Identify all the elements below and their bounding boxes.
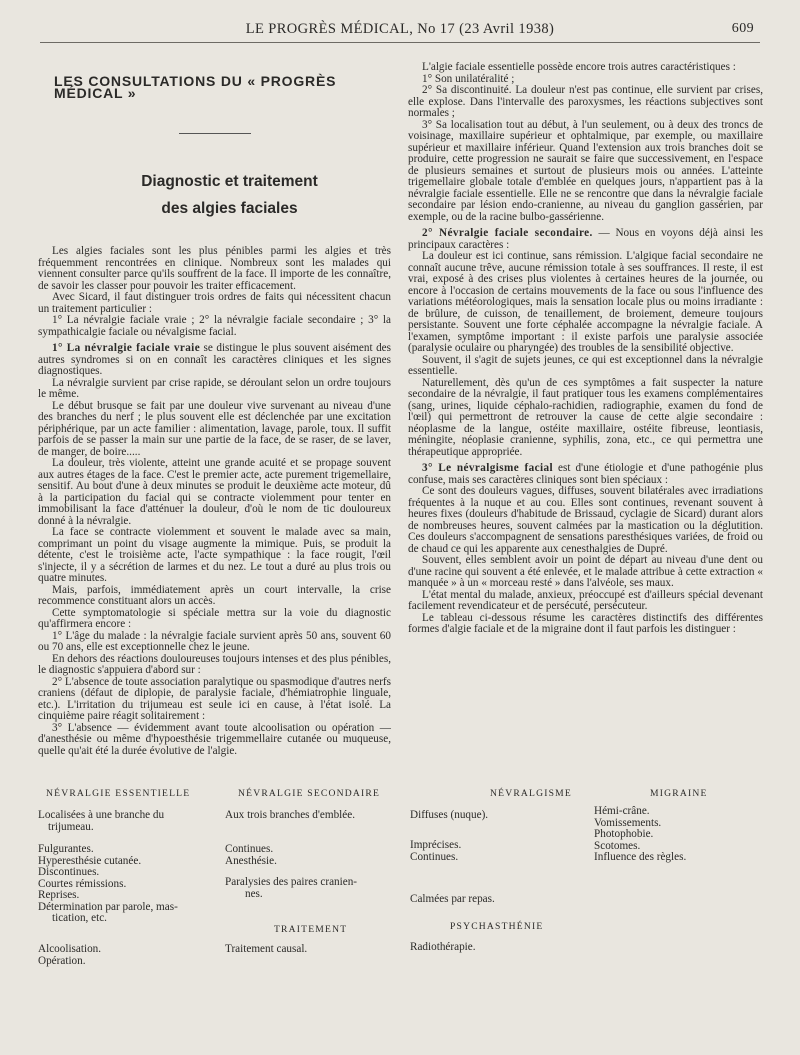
table-cell: Diffuses (nuque).	[410, 809, 489, 821]
article-title-line2: des algies faciales	[161, 200, 298, 217]
table-header-migraine: MIGRAINE	[650, 788, 708, 799]
page-number: 609	[731, 21, 754, 36]
table-header-psychasthenie: PSYCHASTHÉNIE	[450, 921, 544, 932]
paragraph: La névralgie survient par crise rapide, se déroulant selon un ordre toujours le même.	[38, 376, 391, 400]
paragraph: 3° Le névralgisme facial est d'une étiologie et d'une pathogénie plus confuse, mais ses caractères cliniques sont bien spéciaux :	[408, 462, 763, 486]
paragraph: 3° Sa localisation tout au début, à l'un seulement, ou à deux des troncs de voisinage, maxillaire supérieur et ophtalmique, par exemple, ou maxillaire supérieur et maxillaire inférieur. Quand l'extension aux trois branches doit se produire, cette progression ne saurait se faire que successivement, en l'espace de plusieurs semaines et surtout de plusieurs mois ou années. L'atteinte trigemellaire globale totale d'emblée en quelques jours, n'appartient pas à la névralgie faciale essentielle. Elle ne se rencontre que dans la névralgie faciale secondaire par lésion endo-cranienne, au niveau du ganglion gassérien, par exemple, ou de la racine bulbo-gassérienne.	[408, 118, 763, 223]
paragraph: Avec Sicard, il faut distinguer trois ordres de faits qui nécessitent chacun un traitement particulier :	[38, 291, 391, 315]
paragraph: L'algie faciale essentielle possède encore trois autres caractéristiques :	[422, 61, 736, 73]
left-column	[38, 72, 391, 757]
paragraph: La douleur, très violente, atteint une grande acuité et se propage souvent aux autres étages de la face. C'est le premier acte, acte purement trigemellaire, sensitif. Au bout d'une à deux minutes se produit le deuxième acte moteur, dû à la participation du facial qui se contracte violemment pour tenter en immobilisant la face d'atténuer la douleur, d'où le nom de tic douloureux donné à la névralgie.	[38, 457, 391, 527]
article-title-line1: Diagnostic et traitement	[141, 173, 318, 190]
section-heading: 3° Le névralgisme facial	[422, 462, 554, 474]
table-header-nevralgie-secondaire: NÉVRALGIE SECONDAIRE	[238, 788, 381, 799]
table-cell: Localisées à une branche du trijumeau.	[38, 809, 165, 833]
paragraph: Souvent, elles semblent avoir un point de départ au niveau d'une dent ou d'une racine qui souvent a été enlevée, et le malade attribue à cette extraction « manquée » à un « morceau resté » dans l'alvéole, ses maux.	[408, 554, 763, 589]
table-cell: Calmées par repas.	[410, 893, 495, 905]
table-cell: Radiothérapie.	[410, 941, 476, 953]
running-header	[40, 18, 760, 43]
paragraph: L'état mental du malade, anxieux, préoccupé est d'ailleurs spécial devenant facilement revendicateur et de persécuté, persécuteur.	[408, 588, 763, 612]
table-header-nevralgie-essentielle: NÉVRALGIE ESSENTIELLE	[46, 788, 191, 799]
paragraph: Cette symptomatologie si spéciale mettra sur la voie du diagnostic qu'affirmera encore :	[38, 606, 391, 630]
table-cell: Fulgurantes. Hyperesthésie cutanée. Discontinues. Courtes rémissions. Reprises. Détermination par parole, mas- tication, etc.	[38, 843, 178, 924]
paragraph: 1° L'âge du malade : la névralgie faciale survient après 50 ans, souvent 60 ou 70 ans, elle est exceptionnelle chez le jeune.	[38, 629, 391, 653]
paragraph: 2° L'absence de toute association paralytique ou spasmodique d'autres nerfs craniens (défaut de diplopie, de paralysie faciale, d'hémiatrophie linguale, etc.). L'irritation du trijumeau est seule ici en cause, à l'état isolé. La cinquième paire réagit solitairement :	[38, 675, 391, 722]
table-cell: Alcoolisation. Opération.	[38, 943, 102, 967]
table-header-nevralgisme: NÉVRALGISME	[490, 788, 572, 799]
table-cell: Imprécises. Continues.	[410, 839, 462, 863]
paragraph: Les algies faciales sont les plus pénibles parmi les algies et très fréquemment rencontrées en clinique. Nombreux sont les malades qui viennent consulter parce qu'ils souffrent de la face. Il importe de les connaître, de savoir les classer pour pouvoir les traiter efficacement.	[38, 245, 391, 292]
table-cell: Aux trois branches d'emblée.	[225, 809, 356, 821]
paragraph: Ce sont des douleurs vagues, diffuses, souvent bilatérales avec irradiations fréquentes à la nuque et au cou. Elles sont continues, revenant souvent à heures fixes (douleurs d'habitude de Brissaud, cyclagie de Sicard) durant alors de nombreuses heures, souvent calmées par la mastication ou la déglutition. Ces douleurs s'accompagnent de sensations paresthésiques variées, de froid ou de chaud ce qui les apparente aux cenesthalgies de Dupré.	[408, 485, 763, 555]
paragraph: Naturellement, dès qu'un de ces symptômes a fait suspecter la nature secondaire de la névralgie, il faut pratiquer tous les examens complémentaires (sang, urines, liquide céphalo-rachidien, radiographie, examen du fond de l'œil) qui permettront de retrouver la cause de cette algie secondaire : néoplasme de la langue, ostéite maxillaire, ostéite fibreuse, leontiasis, méningite, néoplasie cranienne, syphilis, zona, etc., ce qui permettra une thérapeutique appropriée.	[408, 376, 763, 458]
right-column	[408, 62, 763, 636]
table-cell: Hémi-crâne. Vomissements. Photophobie. Scotomes. Influence des règles.	[594, 805, 687, 863]
paragraph: 1° Son unilatéralité ;	[422, 72, 515, 85]
table-cell: Traitement causal.	[225, 943, 308, 955]
section-heading: 2° Névralgie faciale secondaire.	[422, 227, 593, 239]
paragraph: 2° Sa discontinuité. La douleur n'est pas continue, elle survient par crises, elle explose. Dans l'intervalle des paroxysmes, les réactions subjectives sont normales ;	[408, 84, 763, 119]
paragraph: Mais, parfois, immédiatement après un court intervalle, la crise recommence constituant alors un accès.	[38, 583, 391, 607]
paragraph: La douleur est ici continue, sans rémission. L'algique facial secondaire ne connaît aucune trêve, aucune rémission totale à ses souffrances. Il reste, il est vrai, exposé à des crises plus violentes à certaines heures de la journée, ou encore à l'occasion de certains mouvements de la face ou sous l'influence des variations météorologiques, mais la sensation locale plus ou moins irradiante : de brûlure, de cuisson, de tenaillement, de broiement, demeure toujours persistante. Souvent une forte céphalée accompagne la névralgie faciale. A l'examen, symptôme important : il existe parfois une paralysie associée (paralysie oculaire ou pharyngée) des troubles de la sensibilité objective.	[408, 250, 763, 354]
section-heading: 1° La névralgie faciale vraie	[52, 342, 201, 354]
table-cell: Continues. Anesthésie. Paralysies des paires cranien- nes.	[225, 843, 358, 900]
paragraph: En dehors des réactions douloureuses toujours intenses et des plus pénibles, le diagnostic s'appuiera d'abord sur :	[38, 652, 391, 676]
paragraph: 3° L'absence — évidemment avant toute alcoolisation ou opération — d'anesthésie ou même d'hypoesthésie trigemmellaire cutanée ou muqueuse, quelle qu'ait été la durée évolutive de l'algie.	[38, 721, 391, 757]
paragraph: 1° La névralgie faciale vraie se distingue le plus souvent aisément des autres syndromes si on en connaît les caractères cliniques et les signes diagnostiques.	[38, 342, 391, 377]
paragraph: La face se contracte violemment et souvent le malade avec sa main, comprimant un point du visage augmente la mimique. Puis, se produit la détente, c'est le troisième acte, l'acte sympathique : la face rougit, l'œil s'injecte, il y a sécrétion de larmes et du nez. Le tout a duré au plus trois ou quatre minutes.	[38, 526, 391, 584]
table-header-traitement: TRAITEMENT	[274, 924, 348, 935]
paragraph: Souvent, il s'agit de sujets jeunes, ce qui est exceptionnel dans la névralgie essentielle.	[408, 353, 763, 377]
paragraph: 2° Névralgie faciale secondaire. — Nous en voyons déjà ainsi les principaux caractères :	[408, 227, 763, 251]
comparison-table	[38, 788, 763, 978]
journal-title: LE PROGRÈS MÉDICAL, No 17 (23 Avril 1938)	[245, 21, 555, 37]
paragraph: 1° La névralgie faciale vraie ; 2° la névralgie faciale secondaire ; 3° la sympathicalgie faciale ou névalgisme facial.	[38, 314, 391, 338]
paragraph: Le début brusque se fait par une douleur vive survenant au niveau d'une des branches du nerf ; le plus souvent elle est déclenchée par une excitation périphérique, par un acte familier : alimentation, lavage, parole, toux. Il suffit parfois de se passer la main sur une partie de la face, de se raser, de se laver, de manger, de boire.....	[38, 399, 391, 458]
section-rubric: LES CONSULTATIONS DU « PROGRÈS MÉDICAL »	[54, 73, 337, 101]
title-divider	[179, 133, 251, 134]
article-title	[68, 168, 391, 222]
paragraph: Le tableau ci-dessous résume les caractères distinctifs des différentes formes d'algie faciale et de la migraine dont il faut parfois les distinguer :	[408, 611, 763, 635]
